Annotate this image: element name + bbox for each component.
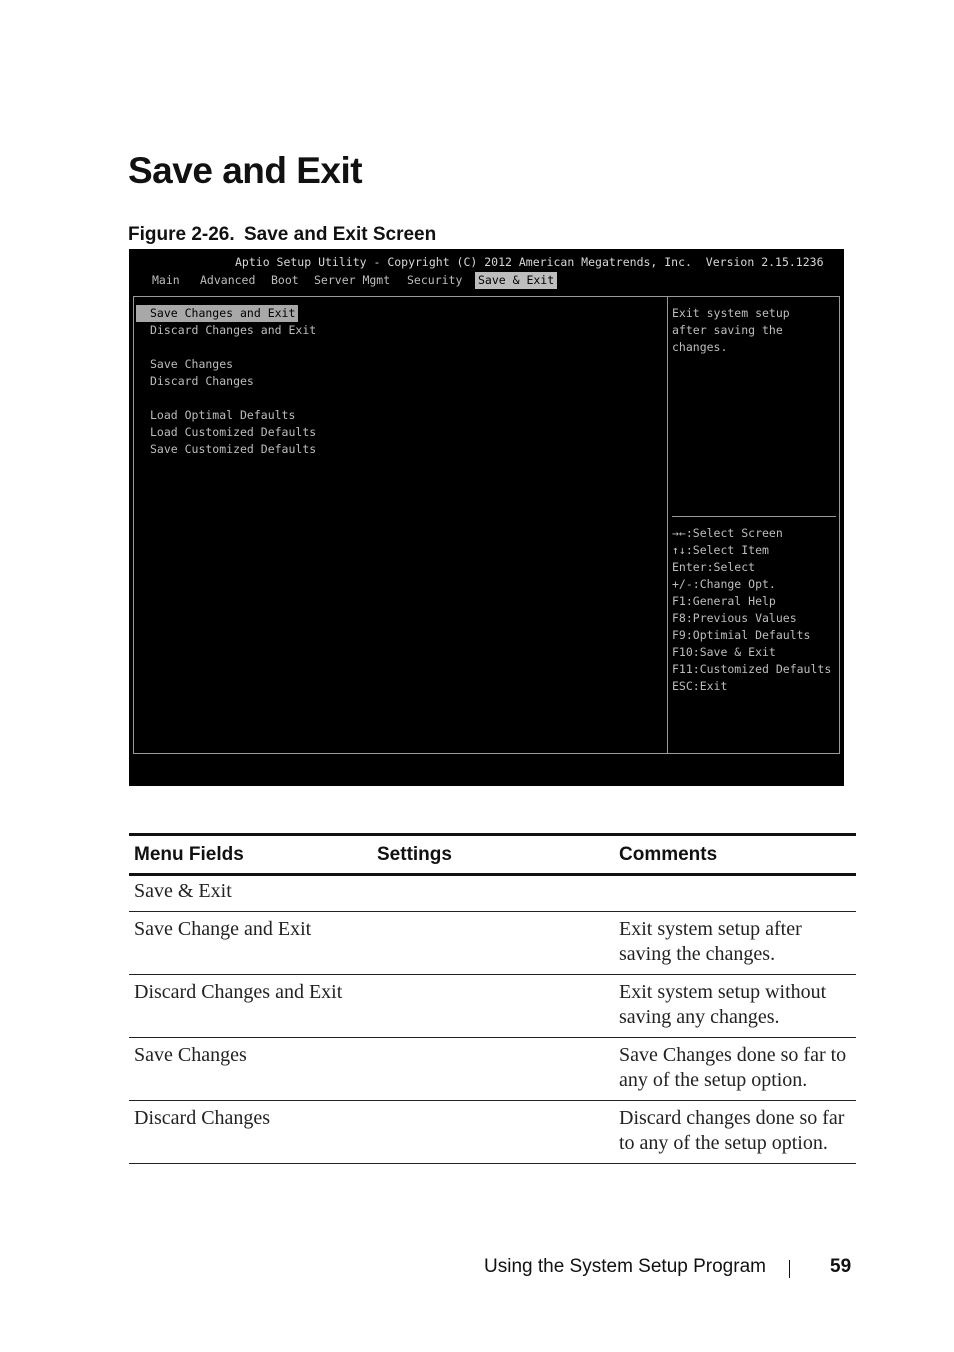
bios-tab-advanced[interactable]: Advanced: [200, 273, 256, 287]
key-help-select-item: ↑↓:Select Item: [672, 543, 769, 557]
table-header-row: [129, 835, 856, 875]
key-help-f10: F10:Save & Exit: [672, 645, 776, 659]
table-row: [129, 1038, 856, 1101]
column-header-comments: Comments: [614, 835, 856, 875]
footer-separator: [789, 1260, 790, 1278]
page-footer: [484, 1256, 852, 1278]
bios-help-divider: [672, 516, 836, 517]
figure-caption: [128, 224, 436, 246]
cell-field: Save Changes: [129, 1038, 372, 1101]
column-header-settings: Settings: [372, 835, 614, 875]
table-row: [129, 912, 856, 975]
menu-discard-changes[interactable]: Discard Changes: [150, 374, 254, 388]
key-help-change-opt: +/-:Change Opt.: [672, 577, 776, 591]
section-heading: Save and Exit: [128, 150, 363, 191]
cell-comment: Discard changes done so far to any of the setup option.: [614, 1101, 856, 1164]
menu-save-changes[interactable]: Save Changes: [150, 357, 234, 371]
bios-setup-screenshot: [129, 249, 844, 786]
key-help-esc: ESC:Exit: [672, 679, 728, 693]
bios-tab-main[interactable]: Main: [152, 273, 180, 287]
bios-tab-boot[interactable]: Boot: [271, 273, 299, 287]
menu-discard-changes-and-exit[interactable]: Discard Changes and Exit: [150, 323, 317, 337]
bios-tab-save-exit[interactable]: Save & Exit: [475, 272, 557, 289]
help-text-line: changes.: [672, 340, 728, 354]
help-text-line: after saving the: [672, 323, 783, 337]
help-text-line: Exit system setup: [672, 306, 790, 320]
cell-settings: [372, 975, 614, 1038]
table-group-row: [129, 875, 856, 912]
key-help-f9: F9:Optimial Defaults: [672, 628, 811, 642]
bios-panel-divider: [667, 296, 668, 754]
figure-title: Save and Exit Screen: [244, 224, 437, 245]
page-number: 59: [830, 1256, 852, 1277]
column-header-menu-fields: Menu Fields: [129, 835, 372, 875]
cell-settings: [372, 1101, 614, 1164]
cell-comment: Exit system setup after saving the changes.: [614, 912, 856, 975]
table-row: [129, 1101, 856, 1164]
menu-save-customized-defaults[interactable]: Save Customized Defaults: [150, 442, 317, 456]
bios-tab-server-mgmt[interactable]: Server Mgmt: [314, 273, 391, 287]
menu-load-optimal-defaults[interactable]: Load Optimal Defaults: [150, 408, 296, 422]
menu-fields-table: [129, 833, 856, 1164]
group-label: Save & Exit: [129, 875, 856, 912]
table-row: [129, 975, 856, 1038]
key-help-f8: F8:Previous Values: [672, 611, 797, 625]
cell-field: Save Change and Exit: [129, 912, 372, 975]
footer-section-title: Using the System Setup Program: [484, 1256, 766, 1277]
cell-settings: [372, 1038, 614, 1101]
figure-number: Figure 2-26.: [128, 224, 235, 245]
menu-save-changes-and-exit[interactable]: Save Changes and Exit: [136, 305, 298, 322]
bios-tab-security[interactable]: Security: [407, 273, 463, 287]
cell-comment: Save Changes done so far to any of the setup option.: [614, 1038, 856, 1101]
key-help-f1: F1:General Help: [672, 594, 776, 608]
cell-field: Discard Changes and Exit: [129, 975, 372, 1038]
key-help-select-screen: →←:Select Screen: [672, 526, 783, 540]
cell-comment: Exit system setup without saving any changes.: [614, 975, 856, 1038]
bios-title-bar: Aptio Setup Utility - Copyright (C) 2012 American Megatrends, Inc. Version 2.15.1236: [235, 255, 824, 269]
key-help-f11: F11:Customized Defaults: [672, 662, 832, 676]
menu-load-customized-defaults[interactable]: Load Customized Defaults: [150, 425, 317, 439]
key-help-enter: Enter:Select: [672, 560, 756, 574]
cell-settings: [372, 912, 614, 975]
cell-field: Discard Changes: [129, 1101, 372, 1164]
